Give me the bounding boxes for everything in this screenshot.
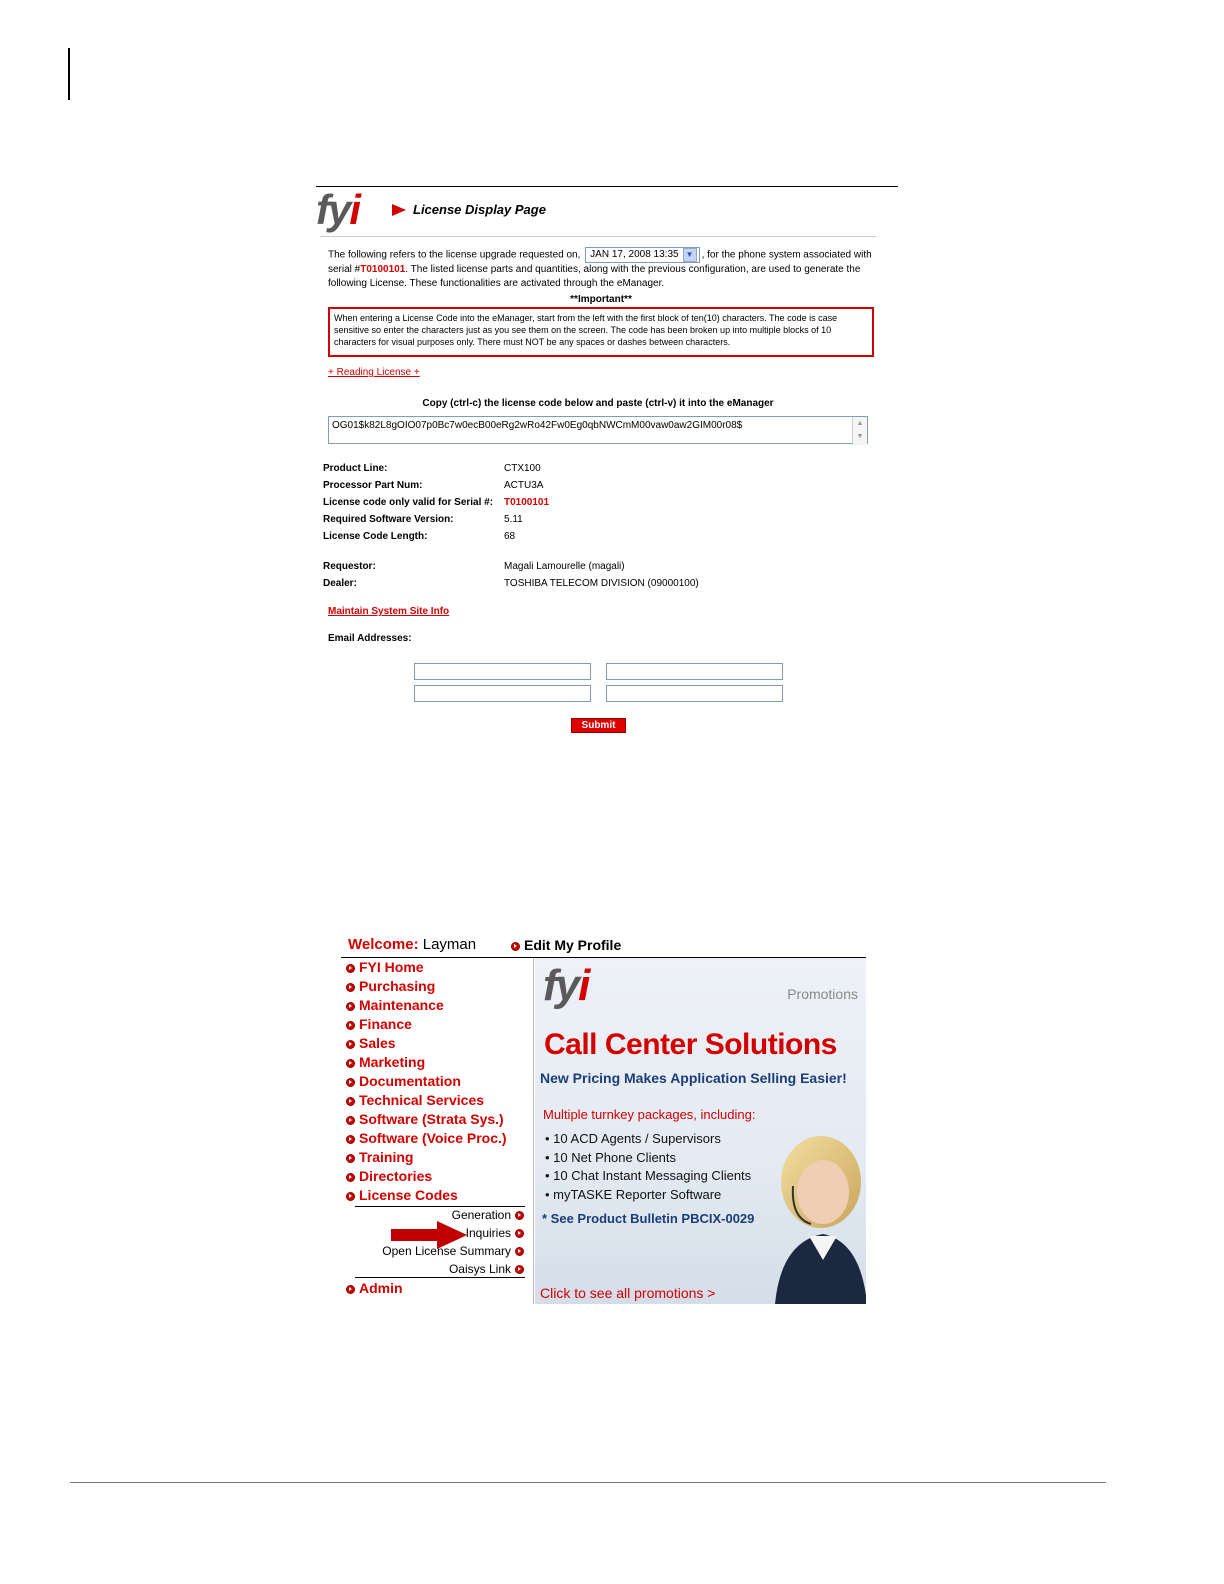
arrow-right-icon <box>392 204 406 216</box>
menu-item-license-codes[interactable] <box>346 1187 458 1203</box>
submenu-item-generation[interactable] <box>452 1208 524 1222</box>
reading-license-link[interactable]: + Reading License + <box>328 367 420 378</box>
detail-label: License code only valid for Serial #: <box>323 497 494 508</box>
email-field[interactable] <box>606 685 783 702</box>
menu-label: Training <box>359 1149 414 1165</box>
detail-label: Requestor: <box>323 561 376 572</box>
bullet-arrow-icon <box>346 1040 355 1049</box>
menu-label: Maintenance <box>359 997 444 1013</box>
list-item: • 10 ACD Agents / Supervisors <box>545 1130 751 1149</box>
list-item: • 10 Net Phone Clients <box>545 1149 751 1168</box>
submit-button[interactable]: Submit <box>571 718 626 733</box>
bullet-arrow-icon <box>346 1059 355 1068</box>
scroll-up-icon: ▲ <box>856 420 864 427</box>
serial-number: T0100101 <box>360 264 406 275</box>
bullet-arrow-icon <box>346 1154 355 1163</box>
list-item: • myTASKE Reporter Software <box>545 1186 751 1205</box>
pointer-arrow-icon <box>391 1221 467 1249</box>
bullet-arrow-icon <box>346 1192 355 1201</box>
detail-value: 68 <box>504 531 516 542</box>
menu-item-finance[interactable] <box>346 1016 412 1032</box>
menu-label: Directories <box>359 1168 433 1184</box>
submenu-item-oaisys-link[interactable] <box>449 1262 524 1276</box>
bullet-arrow-icon <box>346 1097 355 1106</box>
intro-text <box>328 247 872 291</box>
maintain-site-info-link[interactable]: Maintain System Site Info <box>328 606 450 617</box>
see-all-promotions-link[interactable]: Click to see all promotions > <box>540 1285 716 1301</box>
detail-value: Magali Lamourelle (magali) <box>504 561 625 572</box>
copy-instructions: Copy (ctrl-c) the license code below and paste (ctrl-v) it into the eManager <box>422 398 774 409</box>
email-addresses-label: Email Addresses: <box>328 633 412 644</box>
bullet-arrow-icon <box>511 942 520 951</box>
promo-packages-label: Multiple turnkey packages, including: <box>543 1107 756 1122</box>
bullet-arrow-icon <box>346 1285 355 1294</box>
detail-value: ACTU3A <box>504 480 544 491</box>
submenu-bottom-rule <box>355 1277 525 1278</box>
submenu-top-rule <box>355 1206 525 1207</box>
menu-label: Documentation <box>359 1073 461 1089</box>
menu-item-directories[interactable] <box>346 1168 432 1184</box>
menu-label: License Codes <box>359 1187 458 1203</box>
promo-subheadline: New Pricing Makes Application Selling Easier! <box>540 1070 847 1086</box>
promo-headline: Call Center Solutions <box>544 1028 837 1061</box>
welcome-text <box>348 936 476 953</box>
menu-item-fyi-home[interactable] <box>346 959 424 975</box>
license-display-screenshot <box>316 186 898 746</box>
bullet-arrow-icon <box>346 983 355 992</box>
bullet-arrow-icon <box>515 1247 524 1256</box>
submenu-label: Oaisys Link <box>448 1262 511 1276</box>
page-margin-bar <box>68 48 70 100</box>
detail-label: Required Software Version: <box>323 514 454 525</box>
menu-item-technical-services[interactable] <box>346 1092 484 1108</box>
bullet-arrow-icon <box>346 964 355 973</box>
bullet-arrow-icon <box>346 1116 355 1125</box>
promo-banner[interactable] <box>535 958 866 1304</box>
page-title: License Display Page <box>413 202 546 217</box>
menu-label: Technical Services <box>359 1092 485 1108</box>
important-notice: When entering a License Code into the eManager, start from the left with the first block of ten(10) characters. The code is case sensitive so enter the characters just as you see them on the screen. The code has been broken up into multiple blocks of 10 characters for visual purposes only. There must NOT be any spaces or dashes between characters. <box>328 307 874 357</box>
welcome-label: Welcome: <box>348 936 419 953</box>
menu-label: Purchasing <box>359 978 436 994</box>
detail-label: Dealer: <box>323 578 357 589</box>
menu-item-purchasing[interactable] <box>346 978 435 994</box>
intro-part-1: The following refers to the license upgrade requested on, <box>328 249 581 261</box>
user-name: Layman <box>422 936 477 953</box>
detail-value: TOSHIBA TELECOM DIVISION (09000100) <box>504 578 699 589</box>
fyi-logo: fyi <box>316 186 360 233</box>
menu-item-admin[interactable] <box>346 1280 403 1296</box>
menu-item-documentation[interactable] <box>346 1073 461 1089</box>
license-code-value: OG01$k82L8gOIO07p0Bc7w0ecB00eRg2wRo42Fw0Eg0qbNWCmM00vaw0aw2GIM00r08$ <box>332 420 743 431</box>
list-item: • 10 Chat Instant Messaging Clients <box>545 1167 751 1186</box>
intro-part-2: , for the phone system associated with serial # <box>328 249 872 275</box>
menu-label: Sales <box>359 1035 396 1051</box>
intro-part-3: . The listed license parts and quantities, along with the previous configuration, are used to generate the following License. These functionalities are activated through the eManager. <box>328 264 861 289</box>
detail-label: License Code Length: <box>323 531 428 542</box>
bullet-arrow-icon <box>346 1021 355 1030</box>
bullet-arrow-icon <box>346 1002 355 1011</box>
submenu-label: Inquiries <box>465 1226 511 1240</box>
bullet-arrow-icon <box>346 1173 355 1182</box>
fyi-logo: fyi <box>543 961 589 1010</box>
request-date-value: JAN 17, 2008 13:35 <box>590 249 679 260</box>
edit-profile-link[interactable] <box>511 937 621 953</box>
submenu-label: Generation <box>451 1208 511 1222</box>
submenu-label: Open License Summary <box>382 1244 511 1258</box>
email-field[interactable] <box>414 685 591 702</box>
promo-list <box>545 1130 751 1204</box>
request-date-select[interactable] <box>585 247 699 263</box>
submenu-item-inquiries[interactable] <box>466 1226 524 1240</box>
email-field[interactable] <box>414 663 591 680</box>
menu-item-software-strata[interactable] <box>346 1111 504 1127</box>
menu-label: Finance <box>359 1016 412 1032</box>
menu-label: Marketing <box>359 1054 426 1070</box>
footer-rule <box>70 1482 1106 1483</box>
code-scrollbar[interactable] <box>852 417 867 445</box>
bullet-arrow-icon <box>515 1211 524 1220</box>
dropdown-icon: ▼ <box>683 248 697 262</box>
email-field[interactable] <box>606 663 783 680</box>
scroll-down-icon: ▼ <box>856 433 864 440</box>
detail-label: Processor Part Num: <box>323 480 423 491</box>
header-divider <box>320 236 876 237</box>
bullet-arrow-icon <box>346 1135 355 1144</box>
edit-profile-label: Edit My Profile <box>524 937 622 953</box>
promo-bulletin: * See Product Bulletin PBCIX-0029 <box>542 1211 755 1226</box>
menu-item-marketing[interactable] <box>346 1054 425 1070</box>
detail-value: T0100101 <box>504 497 550 508</box>
license-code-textarea[interactable] <box>328 416 868 444</box>
menu-label: Software (Voice Proc.) <box>359 1130 507 1146</box>
menu-label: Admin <box>359 1280 403 1296</box>
bullet-arrow-icon <box>515 1265 524 1274</box>
agent-portrait-image <box>757 1134 866 1304</box>
bullet-arrow-icon <box>346 1078 355 1087</box>
menu-item-sales[interactable] <box>346 1035 396 1051</box>
detail-value: 5.11 <box>504 514 523 525</box>
top-rule <box>316 186 898 187</box>
bullet-arrow-icon <box>515 1229 524 1238</box>
menu-item-training[interactable] <box>346 1149 413 1165</box>
promotions-tab[interactable]: Promotions <box>787 986 858 1002</box>
menu-label: Software (Strata Sys.) <box>359 1111 504 1127</box>
detail-value: CTX100 <box>504 463 541 474</box>
menu-item-maintenance[interactable] <box>346 997 444 1013</box>
detail-label: Product Line: <box>323 463 388 474</box>
menu-item-software-voice[interactable] <box>346 1130 507 1146</box>
fyi-portal-screenshot <box>341 930 866 1304</box>
column-divider <box>533 958 534 1304</box>
menu-label: FYI Home <box>359 959 424 975</box>
important-label: **Important** <box>570 294 632 305</box>
